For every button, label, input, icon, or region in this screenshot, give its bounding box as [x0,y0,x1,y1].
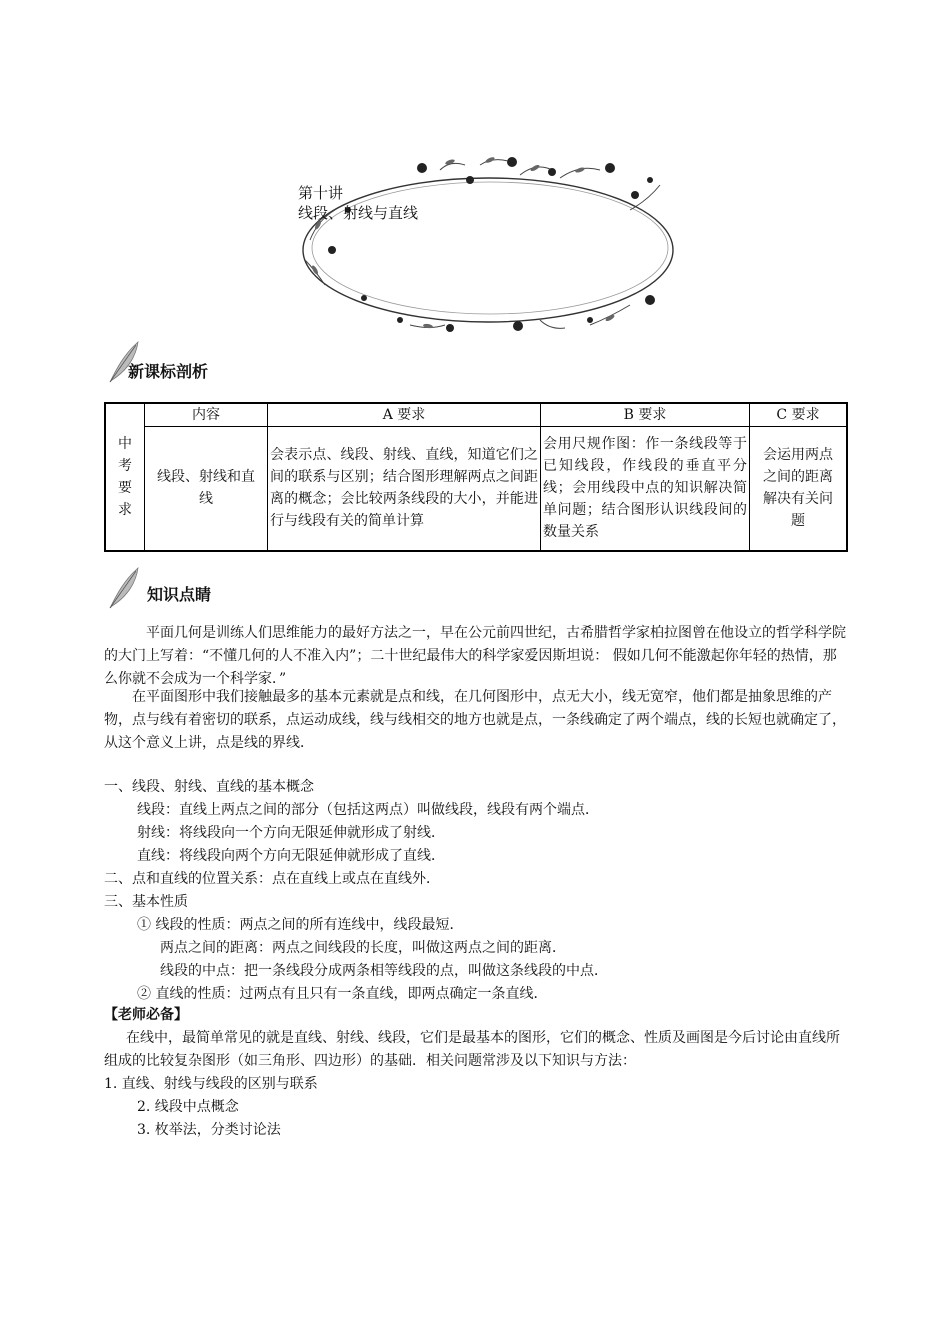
lecture-topic: 线段、射线与直线 [298,204,419,222]
row-header-char: 考 [118,457,132,474]
decorative-frame [290,150,690,340]
col-header-a: A 要求 [268,403,541,427]
teacher-heading: 【老师必备】 [104,1007,188,1023]
requirements-table [104,402,848,552]
distance-definition: 两点之间的距离：两点之间线段的长度，叫做这两点之间的距离． [160,940,566,956]
cell-content: 线段、射线和直线 [145,427,268,551]
intro-paragraph-2: 在平面图形中我们接触最多的基本元素就是点和线，在几何图形中，点无大小，线无宽窄，他们都是抽象思维的产物，点与线有着密切的联系，点运动成线，线与线相交的地方也就是点，一条线确定了两个端点，线的长短也就确定了，从这个意义上讲，点是线的界线． [104,689,846,751]
segment-property: ① 线段的性质：两点之间的所有连线中，线段最短． [137,917,464,933]
cell-b-requirement: 会用尺规作图：作一条线段等于已知线段，作线段的垂直平分线；会用线段中点的知识解决简单问题；结合图形认识线段间的数量关系 [541,427,750,551]
list-item: 3. 枚举法，分类讨论法 [137,1122,281,1138]
row-header-char: 求 [118,501,132,518]
row-header-char: 中 [118,435,132,452]
lecture-number: 第十讲 [298,184,344,202]
section-heading-curriculum: 新课标剖析 [128,362,209,381]
feather-icon [106,566,142,610]
list-item: 1. 直线、射线与线段的区别与联系 [104,1076,318,1092]
midpoint-definition: 线段的中点：把一条线段分成两条相等线段的点，叫做这条线段的中点． [160,963,608,979]
lecture-title [298,183,418,223]
col-header-b: B 要求 [541,403,750,427]
segment-definition: 线段：直线上两点之间的部分（包括这两点）叫做线段，线段有两个端点． [137,802,599,818]
line-property: ② 直线的性质：过两点有且只有一条直线，即两点确定一条直线． [137,986,548,1002]
row-header-char: 要 [118,479,132,496]
ray-definition: 射线：将线段向一个方向无限延伸就形成了射线． [137,825,445,841]
row-header [105,403,145,551]
outline-heading-3: 三、基本性质 [104,894,188,910]
section-heading-knowledge: 知识点睛 [147,585,212,604]
line-definition: 直线：将线段向两个方向无限延伸就形成了直线． [137,848,445,864]
cell-c-requirement: 会运用两点之间的距离解决有关问题 [750,427,848,551]
outline-heading-2: 二、点和直线的位置关系：点在直线上或点在直线外． [104,871,440,887]
list-item: 2. 线段中点概念 [137,1099,239,1115]
intro-paragraph-1: 平面几何是训练人们思维能力的最好方法之一，早在公元前四世纪，古希腊哲学家柏拉图曾在他设立的哲学科学院的大门上写着：“不懂几何的人不准入内”；二十世纪最伟大的科学家爱因斯坦说： 假如几何不能激起你年轻的热情，那么你就不会成为一个科学家．” [104,625,846,687]
col-header-content: 内容 [145,403,268,427]
col-header-c: C 要求 [750,403,848,427]
outline-heading-1: 一、线段、射线、直线的基本概念 [104,779,314,795]
cell-a-requirement: 会表示点、线段、射线、直线，知道它们之间的联系与区别；结合图形理解两点之间距离的概念；会比较两条线段的大小，并能进行与线段有关的简单计算 [268,427,541,551]
teacher-paragraph: 在线中，最简单常见的就是直线、射线、线段，它们是最基本的图形，它们的概念、性质及画图是今后讨论由直线所组成的比较复杂图形（如三角形、四边形）的基础．相关问题常涉及以下知识与方法： [104,1030,840,1069]
